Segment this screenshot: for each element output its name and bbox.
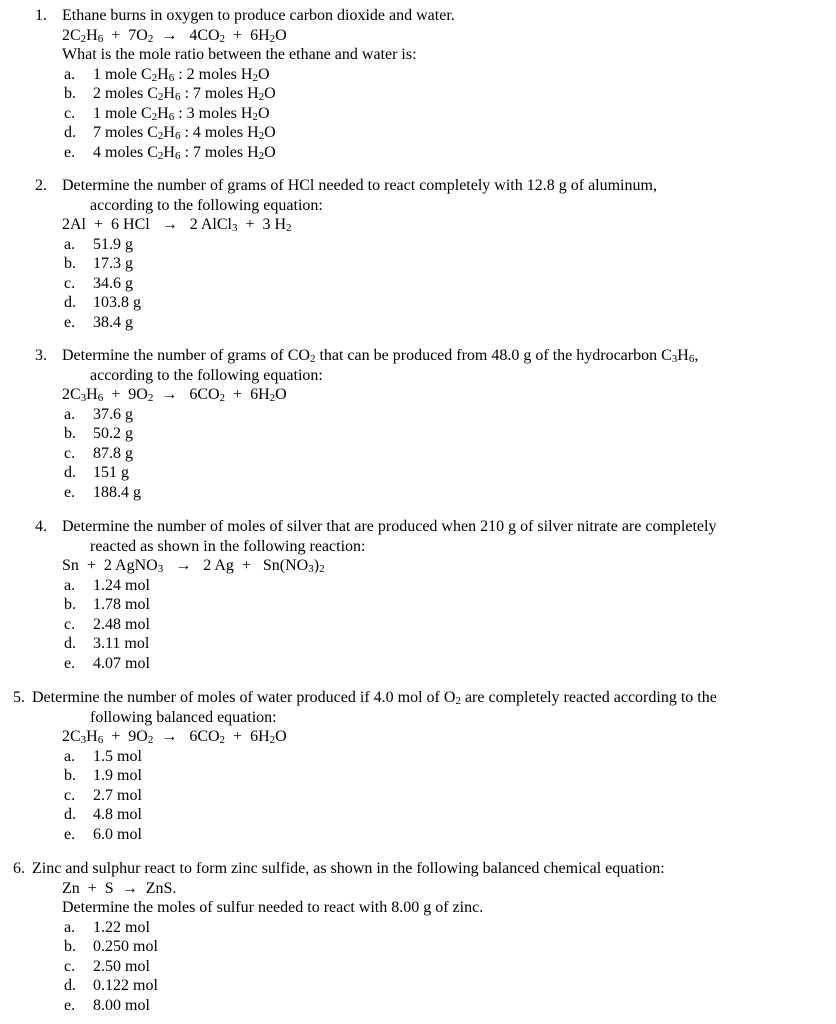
option-text: 0.122 mol (93, 977, 158, 994)
question-stem-line (0, 517, 836, 537)
equation-line (0, 727, 836, 747)
option-text: 37.6 g (93, 405, 133, 423)
option-letter: a. (64, 747, 76, 765)
question-text-continued: reacted as shown in the following reaction: (90, 537, 366, 555)
question-prompt: What is the mole ratio between the ethane and water is: (62, 46, 417, 63)
option-text: 103.8 g (93, 294, 141, 311)
question-text: Determine the number of moles of silver that are produced when 210 g of silver nitrate are completely (62, 518, 717, 535)
option-letter: b. (64, 938, 76, 955)
question-stem-line (0, 708, 836, 728)
option-letter: a. (64, 65, 76, 83)
question-prompt-line (0, 45, 836, 65)
option-text: 2.50 mol (93, 957, 150, 975)
option-text: 1.22 mol (93, 918, 150, 936)
option-text: 3.11 mol (93, 635, 150, 652)
option-text: 151 g (93, 464, 129, 481)
option-letter: b. (64, 596, 76, 613)
option-text: 188.4 g (93, 483, 141, 501)
option-letter: c. (64, 786, 76, 804)
option-letter: b. (64, 425, 76, 442)
question-number: 2. (35, 177, 47, 194)
answer-option (0, 996, 836, 1016)
answer-option (0, 747, 836, 767)
question-text-continued: according to the following equation: (90, 366, 323, 384)
equation-line (0, 26, 836, 46)
question-6 (0, 859, 836, 1015)
option-letter: d. (64, 806, 76, 823)
answer-option (0, 405, 836, 425)
question-text: Determine the number of moles of water produced if 4.0 mol of $O_2$ are completely reacted according to the (32, 689, 717, 707)
question-5 (0, 688, 836, 844)
answer-option (0, 424, 836, 444)
question-prompt-line (0, 898, 836, 918)
option-text: 1.24 mol (93, 576, 150, 594)
answer-option (0, 483, 836, 503)
option-text: 50.2 g (93, 425, 133, 442)
option-letter: e. (64, 825, 76, 843)
option-letter: b. (64, 85, 76, 102)
option-text: 1.9 mol (93, 767, 142, 784)
option-letter: d. (64, 635, 76, 652)
answer-option (0, 615, 836, 635)
chemical-equation: Zn + S → ZnS. (62, 879, 177, 897)
option-letter: e. (64, 483, 76, 501)
question-stem-line (0, 196, 836, 216)
answer-option (0, 235, 836, 255)
question-text: Determine the number of grams of $CO_2$ that can be produced from 48.0 g of the hydrocarbon $C_3H_6$, (62, 347, 699, 365)
answer-option (0, 313, 836, 333)
question-stem-line (0, 6, 836, 26)
option-letter: d. (64, 977, 76, 994)
option-text: 7 moles $C_2H_6$ : 4 moles $H_2O$ (93, 124, 276, 142)
option-text: 34.6 g (93, 274, 133, 292)
answer-option (0, 976, 836, 996)
option-letter: b. (64, 767, 76, 784)
question-stem-line (0, 366, 836, 386)
question-text: Ethane burns in oxygen to produce carbon dioxide and water. (62, 7, 455, 24)
option-text: 8.00 mol (93, 996, 150, 1014)
option-letter: d. (64, 464, 76, 481)
question-3 (0, 346, 836, 502)
option-letter: b. (64, 255, 76, 272)
answer-option (0, 654, 836, 674)
option-letter: d. (64, 294, 76, 311)
option-text: 6.0 mol (93, 825, 142, 843)
answer-option (0, 143, 836, 163)
answer-option (0, 957, 836, 977)
answer-option (0, 576, 836, 596)
option-text: 1.5 mol (93, 747, 142, 765)
option-text: 1 mole $C_2H_6$ : 3 moles $H_2O$ (93, 104, 270, 123)
question-1 (0, 6, 836, 162)
answer-option (0, 786, 836, 806)
chemical-equation: $2C_3H_6 + 9O_2 \to 6CO_2 + 6H_2O$ (62, 386, 287, 404)
option-text: 38.4 g (93, 313, 133, 331)
question-text-continued: following balanced equation: (90, 708, 277, 726)
question-2 (0, 176, 836, 332)
option-text: 87.8 g (93, 444, 133, 462)
answer-option (0, 84, 836, 104)
answer-option (0, 123, 836, 143)
equation-line (0, 556, 836, 576)
chemical-equation: 2Al + 6 HCl → 2 AlCl$_3$ + 3 $H_2$ (62, 216, 292, 234)
option-letter: c. (64, 444, 76, 462)
option-text: 4.07 mol (93, 654, 150, 672)
option-text: 4.8 mol (93, 806, 142, 823)
question-text: Zinc and sulphur react to form zinc sulfide, as shown in the following balanced chemical equation: (32, 860, 665, 877)
answer-option (0, 274, 836, 294)
chemical-equation: $2C_2H_6 + 7O_2 \to 4CO_2 + 6H_2O$ (62, 26, 287, 45)
answer-option (0, 104, 836, 124)
chemical-equation: $2C_3H_6 + 9O_2 \to 6CO_2 + 6H_2O$ (62, 728, 287, 746)
option-letter: a. (64, 576, 76, 594)
option-text: 51.9 g (93, 235, 133, 253)
question-stem-line (0, 346, 836, 366)
answer-option (0, 825, 836, 845)
option-letter: c. (64, 615, 76, 633)
answer-option (0, 595, 836, 615)
answer-option (0, 293, 836, 313)
option-letter: e. (64, 143, 76, 161)
option-letter: a. (64, 405, 76, 423)
equation-line (0, 385, 836, 405)
option-letter: e. (64, 313, 76, 331)
question-number: 5. (13, 689, 25, 706)
option-text: 0.250 mol (93, 938, 158, 955)
chemical-equation: Sn + 2 AgNO$_3$ → 2 $Ag + Sn(NO_3)_2$ (62, 557, 325, 575)
option-letter: a. (64, 235, 76, 253)
question-text-continued: according to the following equation: (90, 196, 323, 214)
question-stem-line (0, 537, 836, 557)
option-text: 1.78 mol (93, 596, 150, 613)
option-text: 1 mole $C_2H_6$ : 2 moles $H_2O$ (93, 65, 270, 84)
answer-option (0, 805, 836, 825)
question-stem-line (0, 176, 836, 196)
equation-line (0, 215, 836, 235)
answer-option (0, 254, 836, 274)
question-number: 3. (35, 347, 47, 364)
option-letter: c. (64, 104, 76, 122)
equation-line (0, 879, 836, 899)
option-letter: d. (64, 124, 76, 141)
option-text: 4 moles $C_2H_6$ : 7 moles $H_2O$ (93, 143, 276, 162)
option-letter: e. (64, 996, 76, 1014)
option-text: 2.48 mol (93, 615, 150, 633)
answer-option (0, 937, 836, 957)
option-letter: e. (64, 654, 76, 672)
answer-option (0, 918, 836, 938)
answer-option (0, 463, 836, 483)
question-stem-line (0, 688, 836, 708)
option-text: 17.3 g (93, 255, 133, 272)
question-prompt: Determine the moles of sulfur needed to react with 8.00 g of zinc. (62, 899, 484, 916)
question-number: 6. (13, 860, 25, 877)
option-letter: a. (64, 918, 76, 936)
option-text: 2.7 mol (93, 786, 142, 804)
answer-option (0, 766, 836, 786)
question-number: 1. (35, 7, 47, 24)
answer-option (0, 65, 836, 85)
question-number: 4. (35, 518, 47, 535)
question-stem-line (0, 859, 836, 879)
question-4 (0, 517, 836, 673)
option-letter: c. (64, 957, 76, 975)
option-letter: c. (64, 274, 76, 292)
option-text: 2 moles $C_2H_6$ : 7 moles $H_2O$ (93, 85, 276, 103)
answer-option (0, 634, 836, 654)
answer-option (0, 444, 836, 464)
question-text: Determine the number of grams of HCl needed to react completely with 12.8 g of aluminum, (62, 177, 657, 194)
